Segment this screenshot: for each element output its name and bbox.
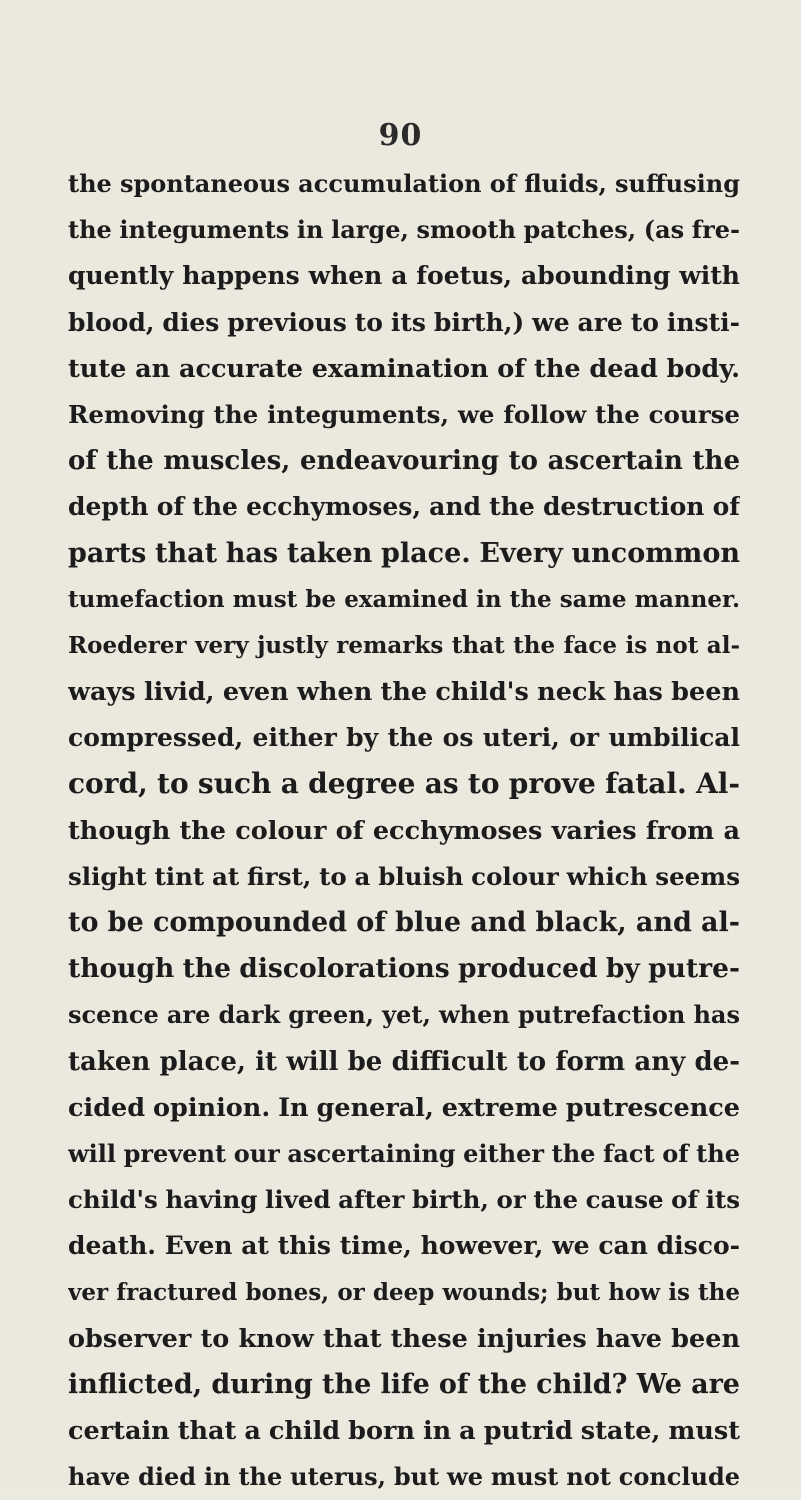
- text-line: the integuments in large, smooth patches, (as fre-: [68, 215, 740, 245]
- text-line: though the discolorations produced by putre-: [68, 953, 740, 985]
- text-line: to be compounded of blue and black, and al-: [68, 907, 740, 938]
- text-line: observer to know that these injuries have been: [68, 1323, 740, 1354]
- text-line: taken place, it will be difficult to form any de-: [68, 1046, 740, 1077]
- text-line: ways livid, even when the child's neck has been: [68, 677, 740, 708]
- text-line: have died in the uterus, but we must not conclude: [68, 1462, 740, 1492]
- text-line: the spontaneous accumulation of fluids, suffusing: [68, 169, 740, 198]
- text-line: will prevent our ascertaining either the fact of the: [68, 1138, 740, 1168]
- text-line: cided opinion. In general, extreme putrescence: [68, 1092, 740, 1123]
- text-line: Removing the integuments, we follow the course: [68, 399, 740, 429]
- text-line: certain that a child born in a putrid state, must: [68, 1416, 740, 1447]
- text-line: quently happens when a foetus, abounding with: [68, 261, 740, 291]
- text-line: ver fractured bones, or deep wounds; but how is the: [68, 1278, 740, 1306]
- text-line: tumefaction must be examined in the same manner.: [68, 585, 740, 613]
- text-line: depth of the ecchymoses, and the destruction of: [68, 492, 740, 522]
- text-line: slight tint at first, to a bluish colour which seems: [68, 861, 740, 891]
- text-line: tute an accurate examination of the dead body.: [68, 353, 740, 384]
- text-line: scence are dark green, yet, when putrefaction has: [68, 1000, 740, 1030]
- text-line: blood, dies previous to its birth,) we are to insti-: [68, 307, 740, 337]
- text-line: of the muscles, endeavouring to ascertain the: [68, 446, 740, 477]
- text-line: parts that has taken place. Every uncommon: [68, 537, 740, 569]
- text-line: child's having lived after birth, or the cause of its: [68, 1185, 740, 1215]
- text-line: though the colour of ecchymoses varies from a: [68, 815, 740, 846]
- text-line: cord, to such a degree as to prove fatal. Al-: [68, 767, 740, 801]
- text-line: compressed, either by the os uteri, or umbilical: [68, 723, 740, 753]
- text-line: death. Even at this time, however, we can disco-: [68, 1231, 740, 1261]
- text-line: inflicted, during the life of the child? We are: [68, 1368, 740, 1400]
- text-line: Roederer very justly remarks that the face is not al-: [68, 631, 740, 659]
- body-text: [68, 161, 740, 1500]
- page-number: 90: [378, 118, 423, 153]
